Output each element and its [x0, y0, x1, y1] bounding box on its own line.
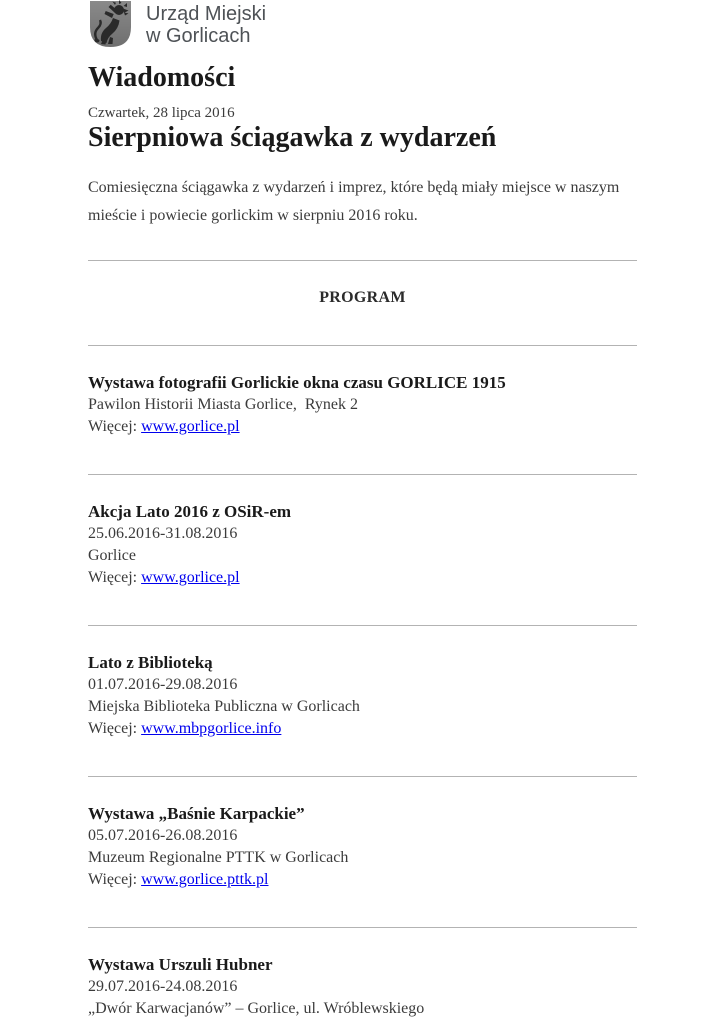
event-item	[88, 954, 637, 1020]
divider	[88, 345, 637, 346]
org-name-line1: Urząd Miejski	[146, 3, 267, 25]
event-detail: 01.07.2016-29.08.2016	[88, 676, 238, 693]
event-title: Wystawa fotografii Gorlickie okna czasu GORLICE 1915	[88, 373, 506, 392]
event-item	[88, 803, 637, 891]
event-more-label: Więcej:	[88, 418, 142, 435]
event-link[interactable]: www.gorlice.pl	[141, 418, 240, 435]
divider	[88, 474, 637, 475]
event-title: Wystawa „Baśnie Karpackie”	[88, 804, 305, 823]
event-detail: 05.07.2016-26.08.2016	[88, 827, 238, 844]
event-item	[88, 372, 637, 438]
article-intro: Comiesięczna ściągawka z wydarzeń i imprez, które będą miały miejsce w naszym mieście i powiecie gorlickim w sierpniu 2016 roku.	[88, 179, 620, 224]
event-detail: 29.07.2016-24.08.2016	[88, 978, 238, 995]
divider	[88, 625, 637, 626]
event-detail: „Dwór Karwacjanów” – Gorlice, ul. Wróblewskiego	[88, 1000, 425, 1017]
event-more-label: Więcej:	[88, 569, 142, 586]
event-detail: 25.06.2016-31.08.2016	[88, 525, 238, 542]
coat-of-arms-icon	[88, 0, 133, 48]
event-detail: Pawilon Historii Miasta Gorlice, Rynek 2	[88, 396, 358, 413]
event-item	[88, 501, 637, 589]
event-title: Lato z Biblioteką	[88, 653, 213, 672]
event-more-line	[88, 869, 637, 891]
divider	[88, 260, 637, 261]
event-more-label: Więcej:	[88, 720, 142, 737]
program-heading: PROGRAM	[319, 289, 406, 306]
event-detail: Miejska Biblioteka Publiczna w Gorlicach	[88, 698, 360, 715]
events-list	[88, 345, 637, 1020]
event-more-label: Więcej:	[88, 871, 142, 888]
section-title: Wiadomości	[88, 62, 236, 93]
event-item	[88, 652, 637, 740]
event-detail: Muzeum Regionalne PTTK w Gorlicach	[88, 849, 349, 866]
event-detail: Gorlice	[88, 547, 136, 564]
event-more-line	[88, 718, 637, 740]
event-more-line	[88, 416, 637, 438]
event-link[interactable]: www.mbpgorlice.info	[141, 720, 282, 737]
article-title: Sierpniowa ściągawka z wydarzeń	[88, 122, 497, 153]
event-link[interactable]: www.gorlice.pttk.pl	[141, 871, 269, 888]
event-title: Akcja Lato 2016 z OSiR-em	[88, 502, 292, 521]
event-title: Wystawa Urszuli Hubner	[88, 955, 273, 974]
org-name-line2: w Gorlicach	[146, 25, 251, 47]
event-link[interactable]: www.gorlice.pl	[141, 569, 240, 586]
divider	[88, 927, 637, 928]
divider	[88, 776, 637, 777]
event-more-line	[88, 567, 637, 589]
publication-date: Czwartek, 28 lipca 2016	[88, 105, 235, 121]
site-logo[interactable]	[88, 0, 637, 48]
org-name	[146, 0, 266, 47]
